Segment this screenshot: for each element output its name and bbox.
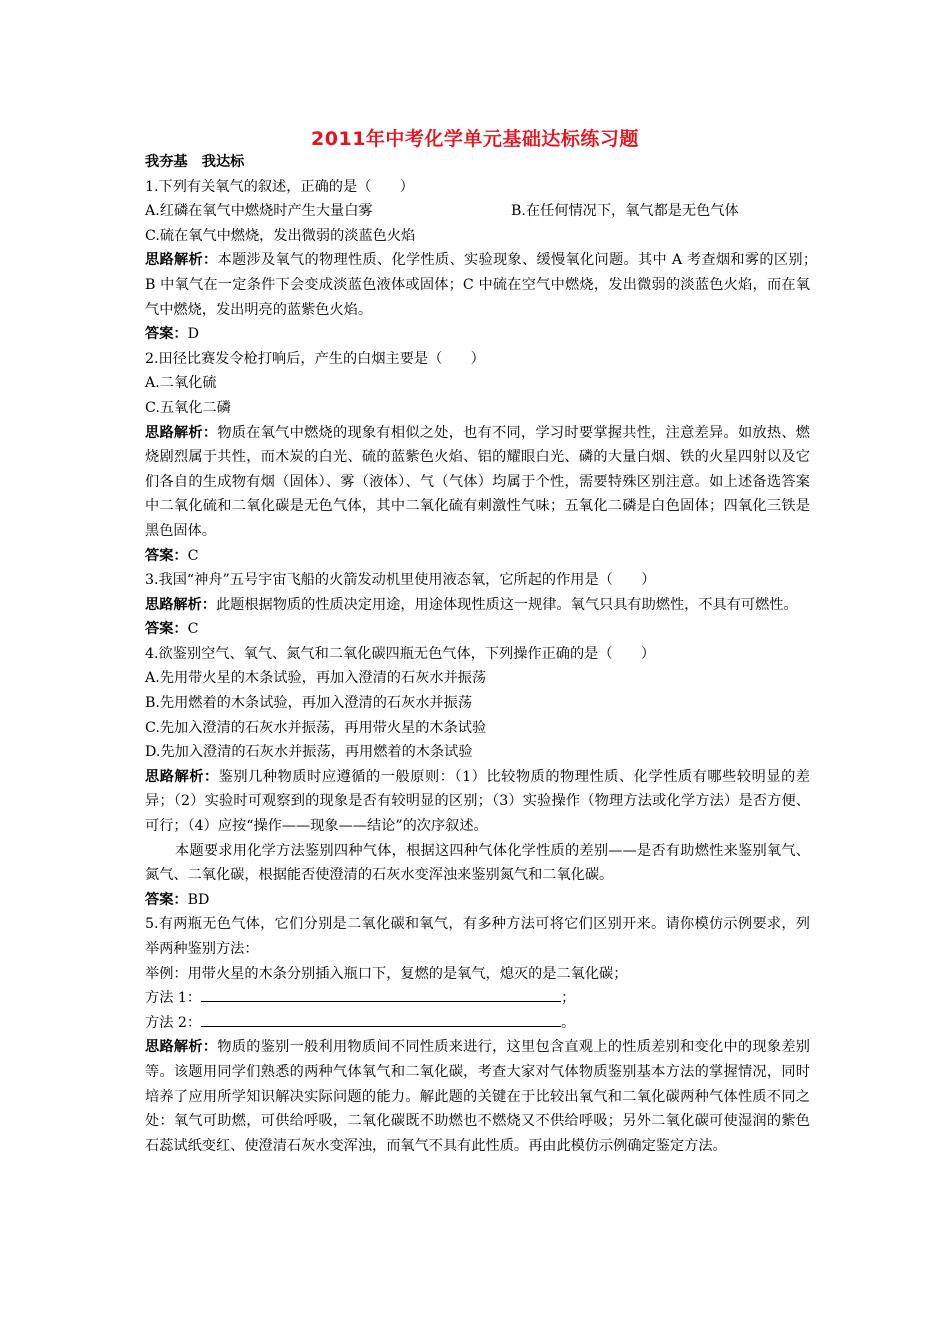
q4-analysis-paragraph-2: 本题要求用化学方法鉴别四种气体，根据这四种气体化学性质的差别——是否有助燃性来鉴别氧气、氮气、二氧化碳，根据能否使澄清的石灰水变浑浊来鉴别氮气和二氧化碳。 [145, 842, 810, 884]
q2-answer [145, 544, 810, 569]
q1-answer [145, 322, 810, 347]
q4-option-c: C.先加入澄清的石灰水并振荡，再用带火星的木条试验 [145, 719, 487, 736]
q1-option-c: C.硫在氧气中燃烧，发出微弱的淡蓝色火焰 [145, 227, 416, 244]
q4-stem: 4.欲鉴别空气、氧气、氮气和二氧化碳四瓶无色气体，下列操作正确的是（ ） [145, 645, 656, 662]
analysis-label: 思路解析： [145, 768, 219, 785]
q5-method-1-label: 方法 1： [145, 990, 202, 1007]
q2-analysis [145, 421, 810, 544]
q4-analysis-text: 鉴别几种物质时应遵循的一般原则：（1）比较物质的物理性质、化学性质有哪些较明显的差异；（2）实验时可观察到的现象是否有较明显的区别；（3）实验操作（物理方法或化学方法）是否方便、可行；（4）应按“操作——现象——结论”的次序叙述。 [145, 768, 810, 835]
q4-analysis [145, 765, 810, 839]
q1-option-a: A.红磷在氧气中燃烧时产生大量白雾 [145, 203, 373, 220]
q3-answer [145, 617, 810, 642]
q1-options-row [145, 199, 810, 224]
q2-stem: 2.田径比赛发令枪打响后，产生的白烟主要是（ ） [145, 350, 485, 367]
analysis-label: 思路解析： [145, 252, 218, 269]
q5-method-1-blank[interactable] [201, 986, 561, 1002]
q5-method-2-label: 方法 2： [145, 1014, 202, 1031]
q2-option-c: C.五氧化二磷 [145, 399, 231, 416]
q4-option-d: D.先加入澄清的石灰水并振荡，再用燃着的木条试验 [145, 744, 473, 761]
q5-method-2 [145, 1011, 810, 1036]
q2-analysis-text: 物质在氧气中燃烧的现象有相似之处，也有不同，学习时要掌握共性，注意差异。如放热、燃烧剧烈属于共性，而木炭的白光、硫的蓝紫色火焰、铝的耀眼白光、磷的大量白烟、铁的火星四射以及它们各自的生成物有烟（固体）、雾（液体）、气（气体）均属于个性，需要特殊区别注意。如上述备选答案中二氧化硫和二氧化碳是无色气体，其中二氧化硫有刺激性气味；五氧化二磷是白色固体；四氧化三铁是黑色固体。 [145, 424, 810, 539]
answer-label: 答案： [145, 326, 188, 343]
q5-stem: 5.有两瓶无色气体，它们分别是二氧化碳和氧气，有多种方法可将它们区别开来。请你模仿示例要求，列举两种鉴别方法： [145, 916, 810, 957]
q5-method-1-end: ； [561, 990, 576, 1007]
q1-option-b: B.在任何情况下，氧气都是无色气体 [511, 203, 739, 220]
q5-analysis-text: 物质的鉴别一般利用物质间不同性质来进行，这里包含直观上的性质差别和变化中的现象差别等。该题用同学们熟悉的两种气体氧气和二氧化碳，考查大家对气体物质鉴别基本方法的掌握情况，同时培养了应用所学知识解决实际问题的能力。解此题的关键在于比较出氧气和二氧化碳两种气体性质不同之处：氧气可助燃，可供给呼吸，二氧化碳既不助燃也不燃烧又不供给呼吸；另外二氧化碳可使湿润的紫色石蕊试纸变红、使澄清石灰水变浑浊，而氧气不具有此性质。再由此模仿示例确定鉴定方法。 [145, 1039, 810, 1154]
q1-answer-value: D [187, 326, 199, 343]
section-heading: 我夯基 我达标 [145, 154, 245, 170]
q4-answer [145, 888, 810, 913]
analysis-label: 思路解析： [145, 1039, 218, 1056]
answer-label: 答案： [145, 547, 188, 564]
q5-example: 举例：用带火星的木条分别插入瓶口下，复燃的是氧气，熄灭的是二氧化碳； [145, 965, 628, 982]
q5-method-1 [145, 986, 810, 1011]
q3-analysis-text: 此题根据物质的性质决定用途，用途体现性质这一规律。氧气只具有助燃性，不具有可燃性。 [215, 596, 798, 613]
q5-analysis [145, 1035, 810, 1158]
q2-answer-value: C [187, 547, 199, 564]
q4-option-a: A.先用带火星的木条试验，再加入澄清的石灰水并振荡 [145, 670, 487, 687]
document-body [145, 150, 825, 1158]
document-title: 2011年中考化学单元基础达标练习题 [311, 128, 639, 150]
q5-method-2-blank[interactable] [201, 1011, 561, 1027]
q2-option-a: A.二氧化硫 [145, 375, 217, 392]
q4-answer-value: BD [187, 891, 210, 908]
q1-analysis-text: 本题涉及氧气的物理性质、化学性质、实验现象、缓慢氧化问题。其中 A 考查烟和雾的区别； B 中氧气在一定条件下会变成淡蓝色液体或固体；C 中硫在空气中燃烧，发出微弱的淡蓝色火焰，而在氧气中燃烧，发出明亮的蓝紫色火焰。 [145, 252, 825, 318]
answer-label: 答案： [145, 891, 188, 908]
q4-option-b: B.先用燃着的木条试验，再加入澄清的石灰水并振荡 [145, 695, 473, 712]
analysis-label: 思路解析： [145, 596, 216, 613]
q3-analysis [145, 593, 810, 618]
analysis-label: 思路解析： [145, 424, 218, 441]
q5-method-2-end: 。 [561, 1014, 576, 1031]
q3-answer-value: C [187, 621, 199, 638]
q3-stem: 3.我国“神舟”五号宇宙飞船的火箭发动机里使用液态氧，它所起的作用是（ ） [145, 572, 656, 589]
q1-stem: 1.下列有关氧气的叙述，正确的是（ ） [145, 178, 414, 195]
answer-label: 答案： [145, 621, 188, 638]
q1-analysis [145, 248, 825, 322]
